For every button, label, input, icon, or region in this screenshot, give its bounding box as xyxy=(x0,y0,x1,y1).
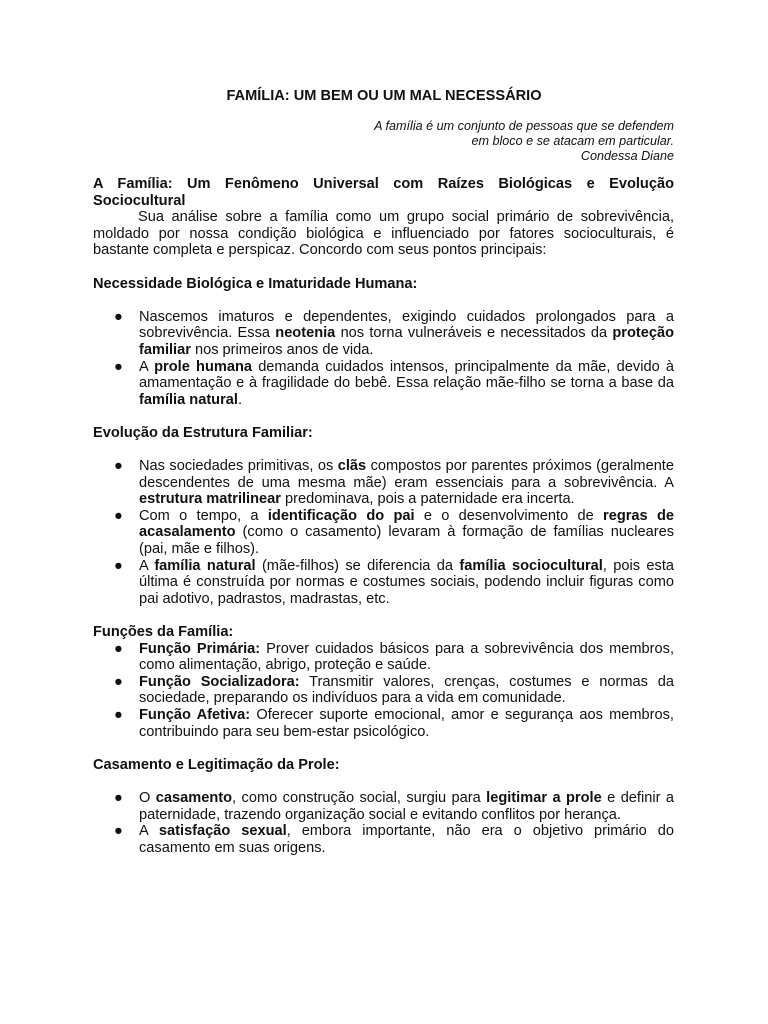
list-item: ● A satisfação sexual, embora importante, não era o objetivo primário do casamento em suas origens. xyxy=(114,823,674,856)
list-item: ● Nas sociedades primitivas, os clãs compostos por parentes próximos (geralmente descendentes de uma mesma mãe) eram essenciais para a sobrevivência. A estrutura matrilinear predominava, pois a paternidade era incerta. xyxy=(114,458,674,508)
list-item: ● A família natural (mãe-filhos) se diferencia da família sociocultural, pois esta última é construída por normas e costumes sociais, podendo incluir figuras como pai adotivo, padrastos, madrastas, etc. xyxy=(114,557,674,607)
marriage-list xyxy=(93,790,674,856)
bullet-icon: ● xyxy=(114,640,123,657)
bullet-icon: ● xyxy=(114,507,123,524)
bullet-icon: ● xyxy=(114,673,123,690)
bullet-icon: ● xyxy=(114,458,123,475)
section-heading-biological: Necessidade Biológica e Imaturidade Humana: xyxy=(93,275,418,292)
document-body xyxy=(93,176,674,856)
section-heading-functions: Funções da Família: xyxy=(93,624,234,641)
bullet-icon: ● xyxy=(114,707,123,723)
bullet-icon: ● xyxy=(114,308,123,325)
bullet-icon: ● xyxy=(114,823,123,840)
section-heading-evolution: Evolução da Estrutura Familiar: xyxy=(93,424,313,441)
bullet-icon: ● xyxy=(114,789,123,806)
functions-list xyxy=(93,641,674,741)
evolution-list xyxy=(93,458,674,607)
section-heading-universal: A Família: Um Fenômeno Universal com Raízes Biológicas e Evolução Sociocultural xyxy=(93,176,674,209)
list-item: ● Função Primária: Prover cuidados básicos para a sobrevivência dos membros, como alimentação, abrigo, proteção e saúde. xyxy=(114,640,675,674)
bullet-icon: ● xyxy=(114,358,123,375)
intro-paragraph: Sua análise sobre a família como um grupo social primário de sobrevivência, moldado por nossa condição biológica e influenciado por fatores socioculturais, é bastante completa e perspicaz. Concordo com seus pontos principais: xyxy=(93,209,674,259)
list-item: ● Função Afetiva: Oferecer suporte emocional, amor e segurança aos membros, contribuindo para seu bem-estar psicológico. xyxy=(114,707,674,740)
list-item: ● Função Socializadora: Transmitir valores, crenças, costumes e normas da sociedade, preparando os indivíduos para a vida em comunidade. xyxy=(114,673,675,707)
epigraph xyxy=(374,119,674,164)
epigraph-author: Condessa Diane xyxy=(580,149,674,163)
biological-list xyxy=(93,309,674,409)
epigraph-line-1: A família é um conjunto de pessoas que se defendem xyxy=(374,119,674,133)
list-item: ● A prole humana demanda cuidados intensos, principalmente da mãe, devido à amamentação e à fragilidade do bebê. Essa relação mãe-filho se torna a base da família natural. xyxy=(114,358,675,408)
page-title: FAMÍLIA: UM BEM OU UM MAL NECESSÁRIO xyxy=(226,88,542,104)
list-item: ● O casamento, como construção social, surgiu para legitimar a prole e definir a paternidade, trazendo organização social e evitando conflitos por herança. xyxy=(114,789,675,823)
bullet-icon: ● xyxy=(114,557,123,574)
list-item: ● Nascemos imaturos e dependentes, exigindo cuidados prolongados para a sobrevivência. Essa neotenia nos torna vulneráveis e necessitados da proteção familiar nos primeiros anos de vida. xyxy=(114,308,674,358)
epigraph-line-2: em bloco e se atacam em particular. xyxy=(471,134,674,148)
section-heading-marriage: Casamento e Legitimação da Prole: xyxy=(93,756,340,773)
list-item: ● Com o tempo, a identificação do pai e o desenvolvimento de regras de acasalamento (como o casamento) levaram à formação de famílias nucleares (pai, mãe e filhos). xyxy=(114,507,674,558)
